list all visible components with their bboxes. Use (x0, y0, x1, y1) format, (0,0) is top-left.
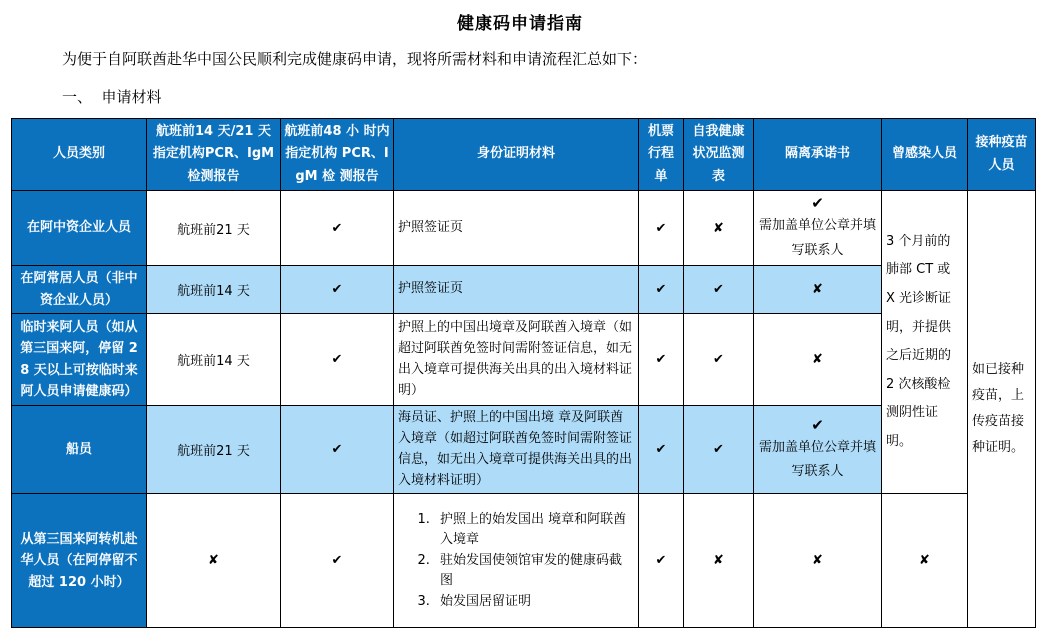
self-monitor-cell: ✔ (684, 266, 754, 314)
header-ticket: 机票行程单 (639, 119, 684, 191)
header-pcr-48h: 航班前48 小 时内指定机构 PCR、IgM 检 测报告 (281, 119, 394, 191)
pcr-48h-cell: ✔ (281, 406, 394, 494)
quarantine-cell: ✘ (754, 494, 882, 628)
category-cell: 临时来阿人员（如从第三国来阿，停留 28 天以上可按临时来阿人员申请健康码） (12, 314, 147, 406)
header-vaccinated: 接种疫苗人员 (968, 119, 1036, 191)
pcr-48h-cell: ✔ (281, 266, 394, 314)
pcr-pre-cell: 航班前14 天 (147, 314, 281, 406)
page-title: 健康码申请指南 (457, 14, 583, 34)
application-materials-table (11, 118, 1036, 628)
identity-document-list (398, 510, 634, 613)
quarantine-note: 需加盖单位公章并填写联系人 (758, 439, 876, 480)
pcr-pre-cell: 航班前14 天 (147, 266, 281, 314)
ticket-cell: ✔ (639, 314, 684, 406)
ticket-cell: ✔ (639, 191, 684, 266)
self-monitor-cell: ✔ (684, 406, 754, 494)
infected-cell: ✘ (882, 494, 968, 628)
header-category: 人员类别 (12, 119, 147, 191)
table-row-chinese-enterprise (12, 191, 1036, 266)
quarantine-cell: ✘ (754, 314, 882, 406)
pcr-48h-cell: ✔ (281, 314, 394, 406)
quarantine-cell: ✘ (754, 266, 882, 314)
identity-cell: 护照签证页 (394, 191, 639, 266)
pcr-48h-cell: ✔ (281, 494, 394, 628)
quarantine-cell (754, 406, 882, 494)
identity-list-item: 1. 护照上的始发国出 境章和阿联酋入境章 (434, 510, 634, 550)
category-cell: 船员 (12, 406, 147, 494)
ticket-cell: ✔ (639, 494, 684, 628)
ticket-cell: ✔ (639, 266, 684, 314)
quarantine-note: 需加盖单位公章并填写联系人 (758, 218, 876, 258)
quarantine-cell (754, 191, 882, 266)
identity-cell: 护照上的中国出境章及阿联酋入境章（如超过阿联酋免签时间需附签证信息，如无出入境章可提供海关出具的出入境材料证明） (394, 314, 639, 406)
self-monitor-cell: ✘ (684, 494, 754, 628)
intro-paragraph: 为便于自阿联酋赴华中国公民顺利完成健康码申请，现将所需材料和申请流程汇总如下： (62, 50, 648, 68)
quarantine-check: ✔ (811, 415, 824, 434)
table-row-third-country-transit (12, 494, 1036, 628)
identity-cell (394, 494, 639, 628)
table-header-row (12, 119, 1036, 191)
pcr-pre-cell: 航班前21 天 (147, 406, 281, 494)
self-monitor-cell: ✔ (684, 314, 754, 406)
section-heading-application-materials: 一、 申请材料 (62, 88, 162, 106)
identity-cell: 护照签证页 (394, 266, 639, 314)
infected-note-cell: 3 个月前的肺部 CT 或 X 光诊断证明，并提供之后近期的 2 次核酸检测阴性证明。 (882, 191, 968, 494)
vaccine-note-cell: 如已接种疫苗，上传疫苗接种证明。 (968, 191, 1036, 628)
identity-list-item: 3. 始发国居留证明 (434, 592, 634, 612)
pcr-pre-cell: ✘ (147, 494, 281, 628)
header-quarantine: 隔离承诺书 (754, 119, 882, 191)
pcr-48h-cell: ✔ (281, 191, 394, 266)
quarantine-check: ✔ (811, 194, 824, 212)
ticket-cell: ✔ (639, 406, 684, 494)
category-cell: 在阿常居人员（非中资企业人员） (12, 266, 147, 314)
header-pcr-pre: 航班前14 天/21 天指定机构PCR、IgM 检测报告 (147, 119, 281, 191)
self-monitor-cell: ✘ (684, 191, 754, 266)
category-cell: 从第三国来阿转机赴华人员（在阿停留不超过 120 小时） (12, 494, 147, 628)
identity-list-item: 2. 驻始发国使领馆审发的健康码截图 (434, 551, 634, 591)
category-cell: 在阿中资企业人员 (12, 191, 147, 266)
header-identity: 身份证明材料 (394, 119, 639, 191)
pcr-pre-cell: 航班前21 天 (147, 191, 281, 266)
header-infected: 曾感染人员 (882, 119, 968, 191)
header-self-monitor: 自我健康状况监测表 (684, 119, 754, 191)
identity-cell: 海员证、护照上的中国出境 章及阿联酋入境章（如超过阿联酋免签时间需附签证信息，如无出入境章可提供海关出具的出入境材料证明） (394, 406, 639, 494)
